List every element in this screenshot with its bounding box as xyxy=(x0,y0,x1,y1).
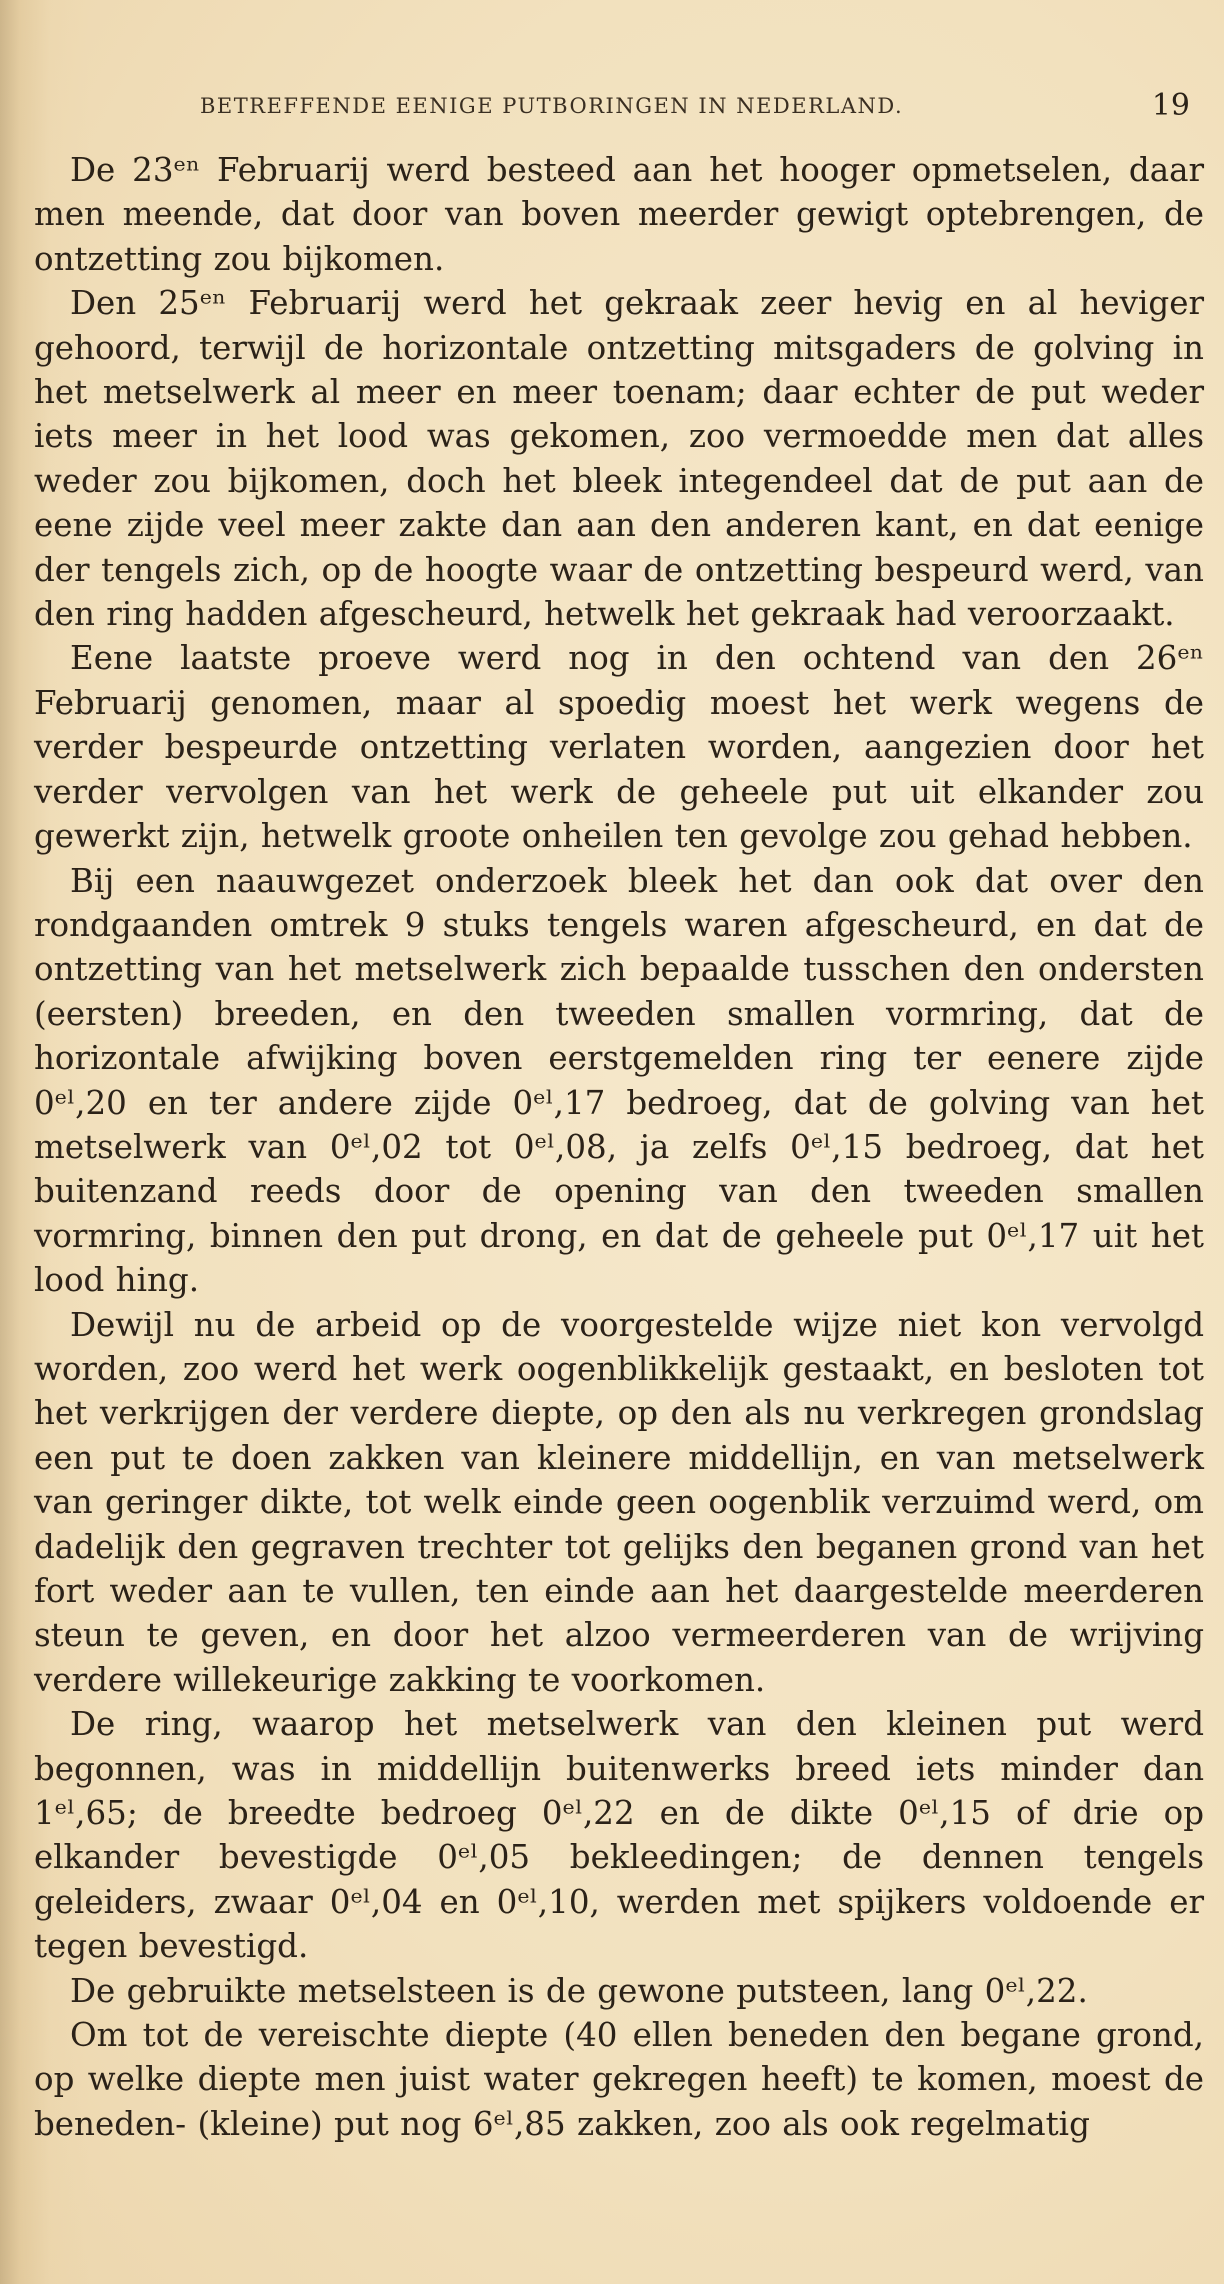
page-number: 19 xyxy=(1151,88,1190,123)
body-text xyxy=(34,148,1204,2146)
paragraph: Dewijl nu de arbeid op de voorgestelde wijze niet kon vervolgd worden, zoo werd het werk oogenblikkelijk gestaakt, en besloten tot het verkrijgen der verdere diepte, op den als nu verkregen grondslag een put te doen zakken van kleinere middellijn, en van metselwerk van geringer dikte, tot welk einde geen oogenblik verzuimd werd, om dadelijk den gegraven trechter tot gelijks den beganen grond van het fort weder aan te vullen, ten einde aan het daargestelde meerderen steun te geven, en door het alzoo vermeerderen van de wrijving verdere willekeurige zakking te voorkomen. xyxy=(34,1305,1204,1699)
paragraph: De gebruikte metselsteen is de gewone putsteen, lang 0ᵉˡ,22. xyxy=(70,1971,1088,2010)
paragraph: Eene laatste proeve werd nog in den ochtend van den 26ᵉⁿ Februarij genomen, maar al spoedig moest het werk wegens de verder bespeurde ontzetting verlaten worden, aangezien door het verder vervolgen van het werk de geheele put uit elkander zou gewerkt zijn, hetwelk groote onheilen ten gevolge zou gehad hebben. xyxy=(34,639,1204,856)
paragraph: Den 25ᵉⁿ Februarij werd het gekraak zeer hevig en al heviger gehoord, terwijl de horizontale ontzetting mitsgaders de golving in het metselwerk al meer en meer toenam; daar echter de put weder iets meer in het lood was gekomen, zoo vermoedde men dat alles weder zou bijkomen, doch het bleek integendeel dat de put aan de eene zijde veel meer zakte dan aan den anderen kant, en dat eenige der tengels zich, op de hoogte waar de ontzetting bespeurd werd, van den ring hadden afgescheurd, hetwelk het gekraak had veroorzaakt. xyxy=(34,284,1204,634)
paragraph: Om tot de vereischte diepte (40 ellen beneden den begane grond, op welke diepte men juist water gekregen heeft) te komen, moest de beneden- (kleine) put nog 6ᵉˡ,85 zakken, zoo als ook regelmatig xyxy=(34,2016,1204,2143)
paragraph: De ring, waarop het metselwerk van den kleinen put werd begonnen, was in middellijn buitenwerks breed iets minder dan 1ᵉˡ,65; de breedte bedroeg 0ᵉˡ,22 en de dikte 0ᵉˡ,15 of drie op elkander bevestigde 0ᵉˡ,05 bekleedingen; de dennen tengels geleiders, zwaar 0ᵉˡ,04 en 0ᵉˡ,10, werden met spijkers voldoende er tegen bevestigd. xyxy=(34,1705,1204,1966)
paragraph: Bij een naauwgezet onderzoek bleek het dan ook dat over den rondgaanden omtrek 9 stuks tengels waren afgescheurd, en dat de ontzetting van het metselwerk zich bepaalde tusschen den ondersten (eersten) breeden, en den tweeden smallen vormring, dat de horizontale afwijking boven eerstgemelden ring ter eenere zijde 0ᵉˡ,20 en ter andere zijde 0ᵉˡ,17 bedroeg, dat de golving van het metselwerk van 0ᵉˡ,02 tot 0ᵉˡ,08, ja zelfs 0ᵉˡ,15 bedroeg, dat het buitenzand reeds door de opening van den tweeden smallen vormring, binnen den put drong, en dat de geheele put 0ᵉˡ,17 uit het lood hing. xyxy=(34,861,1204,1300)
paragraph: De 23ᵉⁿ Februarij werd besteed aan het hooger opmetselen, daar men meende, dat door van boven meerder gewigt optebrengen, de ontzetting zou bijkomen. xyxy=(34,151,1204,278)
page-header xyxy=(200,88,1190,128)
running-title: BETREFFENDE EENIGE PUTBORINGEN IN NEDERLAND. xyxy=(200,94,904,118)
